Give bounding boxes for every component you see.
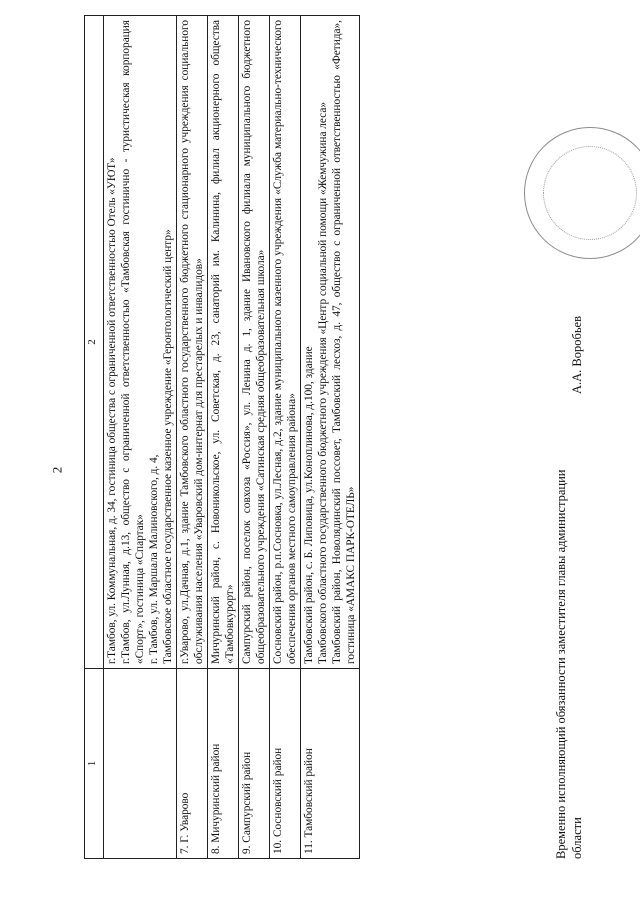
address-line: Мичуринский район, с. Новоникольское, ул. Советская, д. 23, санаторий им. Калинина, филиал акционерного общества «Тамбовкурорт» xyxy=(210,20,236,664)
address-line: Тамбовский район, с. Б. Липовица, ул.Коноплинова, д.100, здание xyxy=(303,346,315,664)
table-header-row xyxy=(85,16,104,859)
official-seal-stamp xyxy=(524,127,640,259)
table-row xyxy=(301,16,360,859)
address-line: г.Уварово, ул.Дачная, д.1, здание Тамбовского областного государственного бюджетного стационарного учреждения социального обслуживания населения «Уваровский дом-интернат для престарелых и инвалидов» xyxy=(179,20,205,664)
address-line: г.Тамбов, ул.Лунная, д.13, общество с ограниченной ответственностью «Тамбовская гостинично - туристическая корпорация «Спорт», гостиница «Спартак» xyxy=(120,20,146,664)
table-row xyxy=(239,16,270,859)
signature-title: Временно исполняющий обязанности заместителя главы администрации xyxy=(554,469,568,859)
address-line: г. Тамбов, ул. Маршала Малиновского, д. 4, xyxy=(148,454,160,664)
table-row xyxy=(177,16,208,859)
district-cell: 11. Тамбовский район xyxy=(301,669,360,859)
signatory-name: А.А. Воробьев xyxy=(569,316,584,395)
rotated-page-content xyxy=(84,16,604,859)
table-row xyxy=(270,16,301,859)
address-cell xyxy=(239,16,270,669)
address-cell xyxy=(104,16,177,669)
address-line: Тамбовский район, Новолядинский поссовет, Тамбовский лесхоз, д. 47, общество с ограниченной ответственностью «Фетида», гостиница «АМАКС ПАРК-ОТЕЛЬ» xyxy=(331,20,357,664)
address-line: Тамбовского областного государственного бюджетного учреждения «Центр социальной помощи «Жемчужина леса» xyxy=(317,101,329,664)
district-cell: 10. Сосновский район xyxy=(270,669,301,859)
signature-block xyxy=(554,16,585,859)
district-cell: 7. Г. Уварово xyxy=(177,669,208,859)
address-line: Сосновский район, р.п.Сосновка, ул.Лесная, д.2, здание муниципального казенного учреждения «Служба материально-технического обеспечения органов местного самоуправления района» xyxy=(272,20,298,664)
address-cell xyxy=(270,16,301,669)
address-cell xyxy=(208,16,239,669)
signature-title-cont: области xyxy=(569,817,584,859)
address-line: Тамбовское областное государственное казенное учреждение «Геронтологический центр» xyxy=(162,229,174,664)
address-line: Сампурский район, поселок совхоза «Россия», ул. Ленина д. 1, здание Ивановского филиала муниципального бюджетного общеобразовательного учреждения «Сатинская средняя общеобразовательная школа» xyxy=(241,20,267,664)
district-cell: 9. Сампурский район xyxy=(239,669,270,859)
address-cell xyxy=(301,16,360,669)
page-number: 2 xyxy=(49,466,65,474)
locations-table xyxy=(84,15,360,859)
table-row xyxy=(104,16,177,859)
table-row xyxy=(208,16,239,859)
header-col-1: 1 xyxy=(85,669,104,859)
address-line: г.Тамбов, ул. Коммунальная, д. 34, гостиница общества с ограниченной ответственностью Отель «УЮТ» xyxy=(106,157,118,664)
district-cell xyxy=(104,669,177,859)
address-cell xyxy=(177,16,208,669)
header-col-2: 2 xyxy=(85,16,104,669)
district-cell: 8. Мичуринский район xyxy=(208,669,239,859)
seal-inner-ring xyxy=(543,146,637,240)
